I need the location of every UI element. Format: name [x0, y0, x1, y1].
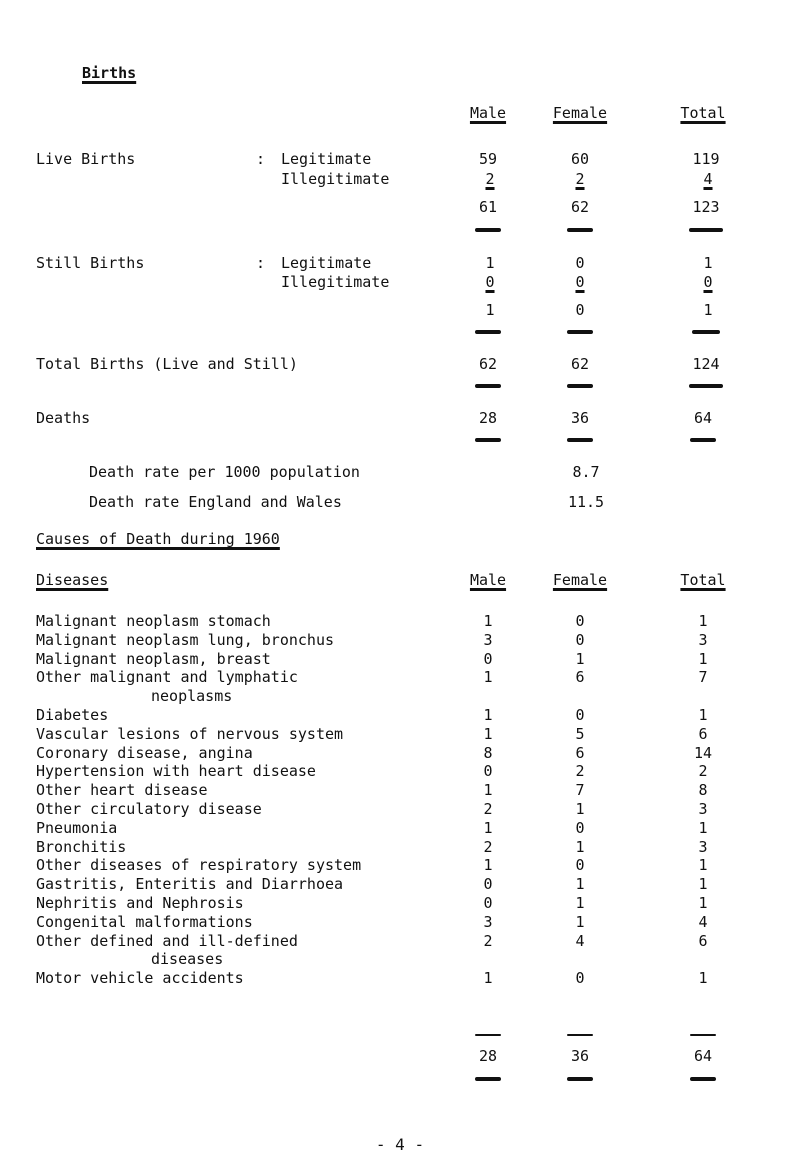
cause-female: 6 [575, 743, 585, 762]
live-illegit-male: 2 [485, 170, 495, 188]
live-births-label: Live Births [36, 150, 136, 168]
cause-total: 1 [698, 875, 708, 894]
still-legit-total: 1 [703, 254, 713, 272]
cause-label: Hypertension with heart disease [36, 762, 316, 781]
cause-male: 0 [483, 649, 493, 668]
deaths-male: 28 [478, 409, 498, 427]
deaths-female: 36 [570, 409, 590, 427]
cause-total: 1 [698, 649, 708, 668]
cause-male: 2 [483, 837, 493, 856]
cause-male: 1 [483, 706, 493, 724]
live-total-underline-female [567, 228, 593, 232]
live-total-female: 62 [570, 198, 590, 216]
cause-male: 1 [483, 724, 493, 743]
live-legit-total: 119 [692, 150, 720, 168]
cause-label: Other defined and ill-defined [36, 931, 298, 950]
total-births-underline-male [475, 384, 501, 388]
cause-male: 1 [483, 969, 493, 988]
total-births-total: 124 [692, 355, 720, 373]
total-births-female: 62 [570, 355, 590, 373]
cause-male: 2 [483, 931, 493, 950]
cause-total: 1 [698, 706, 708, 724]
cause-total: 14 [693, 743, 713, 762]
causes-underline-female [567, 1077, 593, 1081]
cause-female: 1 [575, 912, 585, 931]
causes-total-total: 64 [693, 1047, 713, 1065]
live-total-male: 61 [478, 198, 498, 216]
cause-label: Gastritis, Enteritis and Diarrhoea [36, 875, 344, 894]
deaths-underline-male [475, 438, 501, 442]
cause-total: 6 [698, 931, 708, 950]
cause-total: 1 [698, 856, 708, 875]
still-illegit-total: 0 [703, 273, 713, 291]
live-total-underline-male [475, 228, 501, 232]
live-illegit-total: 4 [703, 170, 713, 188]
cause-label: Pneumonia [36, 818, 118, 837]
cause-male: 1 [483, 612, 493, 630]
causes-overline-male [475, 1034, 501, 1036]
cause-male: 3 [483, 630, 493, 649]
cause-female: 1 [575, 875, 585, 894]
ew-rate-label: Death rate England and Wales [89, 493, 342, 511]
cause-label: Malignant neoplasm, breast [36, 649, 271, 668]
cause-male: 1 [483, 818, 493, 837]
cause-male: 3 [483, 912, 493, 931]
still-legit-female: 0 [575, 254, 585, 272]
live-illegit-female: 2 [575, 170, 585, 188]
cause-female: 4 [575, 931, 585, 950]
cause-male: 1 [483, 856, 493, 875]
cause-male: 0 [483, 762, 493, 781]
total-births-underline-female [567, 384, 593, 388]
still-births-label: Still Births [36, 254, 145, 272]
cause-female: 0 [575, 612, 585, 630]
still-total-underline-female [567, 330, 593, 334]
cause-label-continued: neoplasms [151, 687, 233, 706]
causes-header-female: Female [552, 571, 608, 589]
cause-label: Nephritis and Nephrosis [36, 894, 244, 912]
cause-male: 8 [483, 743, 493, 762]
cause-male: 1 [483, 668, 493, 687]
cause-total: 8 [698, 781, 708, 800]
live-total-total: 123 [692, 198, 720, 216]
cause-male: 0 [483, 894, 493, 912]
cause-label: Malignant neoplasm lung, bronchus [36, 630, 335, 649]
live-illegit-label: Illegitimate [281, 170, 390, 188]
death-rate-value: 8.7 [572, 463, 600, 481]
still-total-underline-male [475, 330, 501, 334]
cause-total: 3 [698, 800, 708, 818]
live-total-underline-total [689, 228, 723, 232]
cause-male: 1 [483, 781, 493, 800]
cause-label: Other diseases of respiratory system [36, 856, 362, 875]
cause-label: Congenital malformations [36, 912, 253, 931]
cause-label: Vascular lesions of nervous system [36, 724, 344, 743]
total-births-label: Total Births (Live and Still) [36, 355, 298, 373]
live-legit-female: 60 [570, 150, 590, 168]
cause-female: 1 [575, 837, 585, 856]
cause-label: Other malignant and lymphatic [36, 668, 298, 687]
cause-female: 0 [575, 856, 585, 875]
cause-male: 2 [483, 800, 493, 818]
causes-overline-total [690, 1034, 716, 1036]
causes-header-total: Total [680, 571, 726, 589]
deaths-total: 64 [693, 409, 713, 427]
cause-female: 0 [575, 818, 585, 837]
still-illegit-label: Illegitimate [281, 273, 390, 291]
cause-female: 7 [575, 781, 585, 800]
cause-female: 0 [575, 630, 585, 649]
causes-overline-female [567, 1034, 593, 1036]
cause-total: 1 [698, 969, 708, 988]
deaths-underline-total [690, 438, 716, 442]
header-total: Total [680, 104, 726, 122]
live-legit-male: 59 [478, 150, 498, 168]
page-number: - 4 - [375, 1135, 425, 1154]
cause-label-continued: diseases [151, 950, 224, 969]
cause-total: 2 [698, 762, 708, 781]
cause-total: 3 [698, 837, 708, 856]
cause-female: 1 [575, 649, 585, 668]
ew-rate-value: 11.5 [567, 493, 605, 511]
causes-header-male: Male [469, 571, 507, 589]
cause-female: 6 [575, 668, 585, 687]
live-births-sep: : [256, 150, 266, 168]
causes-total-female: 36 [570, 1047, 590, 1065]
still-legit-male: 1 [485, 254, 495, 272]
cause-total: 4 [698, 912, 708, 931]
cause-label: Coronary disease, angina [36, 743, 253, 762]
causes-title: Causes of Death during 1960 [36, 530, 280, 548]
cause-female: 2 [575, 762, 585, 781]
total-births-underline-total [689, 384, 723, 388]
cause-label: Diabetes [36, 706, 109, 724]
causes-total-male: 28 [478, 1047, 498, 1065]
births-title: Births [82, 64, 137, 82]
still-illegit-male: 0 [485, 273, 495, 291]
still-legit-label: Legitimate [281, 254, 372, 272]
cause-male: 0 [483, 875, 493, 894]
cause-total: 1 [698, 612, 708, 630]
live-legit-label: Legitimate [281, 150, 372, 168]
cause-female: 1 [575, 800, 585, 818]
cause-total: 7 [698, 668, 708, 687]
cause-label: Motor vehicle accidents [36, 969, 244, 988]
cause-total: 6 [698, 724, 708, 743]
header-female: Female [552, 104, 608, 122]
still-births-sep: : [256, 254, 266, 272]
deaths-underline-female [567, 438, 593, 442]
cause-label: Other heart disease [36, 781, 208, 800]
deaths-label: Deaths [36, 409, 91, 427]
header-male: Male [469, 104, 507, 122]
cause-female: 1 [575, 894, 585, 912]
still-total-male: 1 [485, 301, 495, 319]
cause-total: 1 [698, 818, 708, 837]
death-rate-label: Death rate per 1000 population [89, 463, 360, 481]
cause-female: 0 [575, 969, 585, 988]
cause-label: Malignant neoplasm stomach [36, 612, 271, 630]
still-illegit-female: 0 [575, 273, 585, 291]
causes-header-diseases: Diseases [36, 571, 109, 589]
still-total-female: 0 [575, 301, 585, 319]
cause-female: 5 [575, 724, 585, 743]
still-total-total: 1 [703, 301, 713, 319]
still-total-underline-total [692, 330, 720, 334]
causes-underline-total [690, 1077, 716, 1081]
cause-total: 3 [698, 630, 708, 649]
cause-total: 1 [698, 894, 708, 912]
causes-underline-male [475, 1077, 501, 1081]
cause-label: Other circulatory disease [36, 800, 262, 818]
total-births-male: 62 [478, 355, 498, 373]
cause-label: Bronchitis [36, 837, 127, 856]
cause-female: 0 [575, 706, 585, 724]
